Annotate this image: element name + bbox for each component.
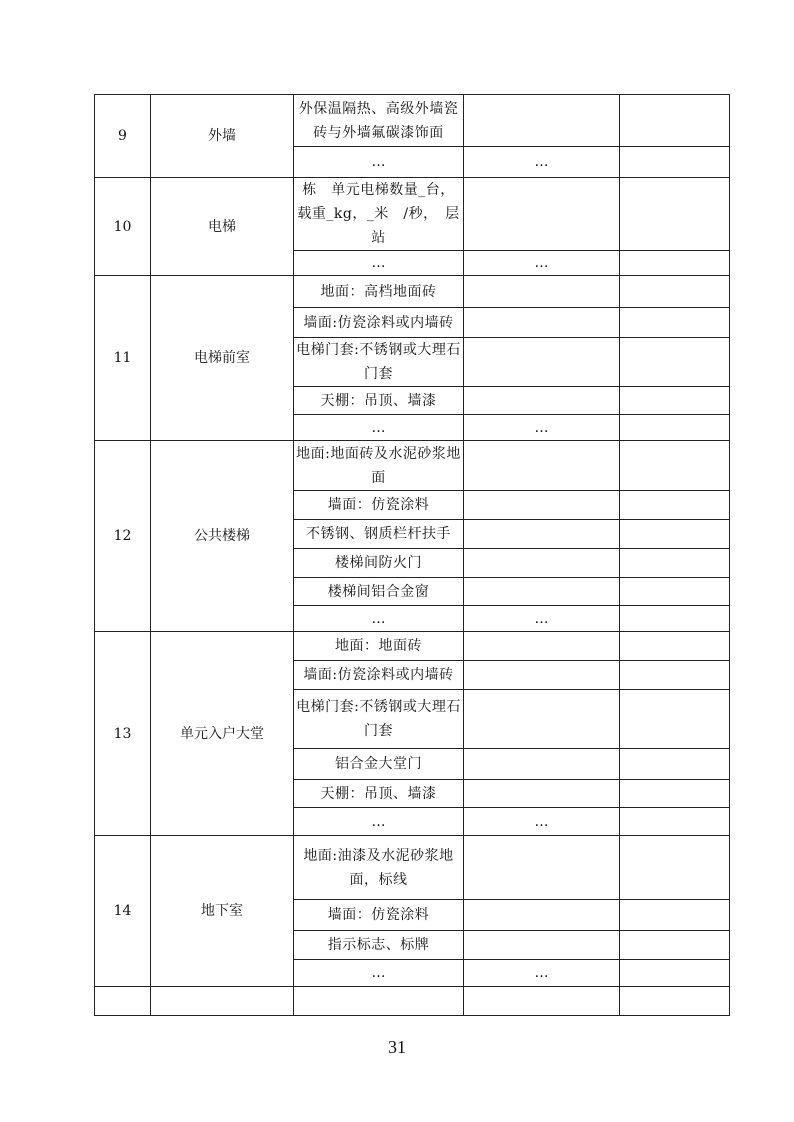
- row-item: 栋 单元电梯数量_台，载重_kg，_米 /秒， 层 站: [294, 178, 464, 251]
- row-item: 墙面:仿瓷涂料或内墙砖: [294, 308, 464, 338]
- empty-row: [95, 987, 730, 1016]
- empty-cell: [294, 987, 464, 1016]
- row-col5: [620, 338, 730, 387]
- row-item: 墙面：仿瓷涂料: [294, 900, 464, 931]
- row-col5: [620, 276, 730, 308]
- row-col5: [620, 441, 730, 491]
- row-col5: [620, 491, 730, 520]
- row-item: 地面：地面砖: [294, 632, 464, 661]
- row-col4: [464, 836, 620, 900]
- table-row: [95, 178, 730, 251]
- row-item: …: [294, 251, 464, 276]
- row-col4: [464, 578, 620, 606]
- row-col4: [464, 387, 620, 415]
- row-number: 10: [95, 178, 151, 276]
- row-col5: [620, 836, 730, 900]
- row-col5: [620, 931, 730, 960]
- row-col5: [620, 632, 730, 661]
- row-item: 外保温隔热、高级外墙瓷砖与外墙氟碳漆饰面: [294, 95, 464, 147]
- row-col4: [464, 780, 620, 808]
- row-item: 天棚：吊顶、墙漆: [294, 387, 464, 415]
- table-row: [95, 276, 730, 308]
- table-row: [95, 632, 730, 661]
- row-item: 楼梯间防火门: [294, 549, 464, 578]
- row-col5: [620, 960, 730, 987]
- row-col4: …: [464, 960, 620, 987]
- row-col4: [464, 178, 620, 251]
- row-item: 墙面：仿瓷涂料: [294, 491, 464, 520]
- row-item: …: [294, 147, 464, 178]
- row-number: 9: [95, 95, 151, 178]
- row-item: 不锈钢、钢质栏杆扶手: [294, 520, 464, 549]
- row-col4: [464, 308, 620, 338]
- row-number: 11: [95, 276, 151, 441]
- row-col4: …: [464, 606, 620, 632]
- row-col5: [620, 900, 730, 931]
- row-col4: [464, 931, 620, 960]
- row-col5: [620, 251, 730, 276]
- row-col5: [620, 147, 730, 178]
- row-item: 天棚：吊顶、墙漆: [294, 780, 464, 808]
- row-col5: [620, 661, 730, 690]
- row-col4: [464, 661, 620, 690]
- row-name: 外墙: [151, 95, 294, 178]
- row-item: 指示标志、标牌: [294, 931, 464, 960]
- row-col5: [620, 415, 730, 441]
- row-col5: [620, 780, 730, 808]
- row-item: 铝合金大堂门: [294, 749, 464, 780]
- table-row: [95, 441, 730, 491]
- empty-cell: [151, 987, 294, 1016]
- row-col4: [464, 520, 620, 549]
- row-col5: [620, 749, 730, 780]
- row-col4: [464, 690, 620, 749]
- table-row: [95, 836, 730, 900]
- row-item: …: [294, 415, 464, 441]
- row-item: …: [294, 606, 464, 632]
- empty-cell: [464, 987, 620, 1016]
- row-col5: [620, 606, 730, 632]
- row-name: 单元入户大堂: [151, 632, 294, 836]
- row-col5: [620, 549, 730, 578]
- row-col5: [620, 690, 730, 749]
- row-item: 电梯门套:不锈钢或大理石门套: [294, 338, 464, 387]
- row-name: 公共楼梯: [151, 441, 294, 632]
- row-col5: [620, 308, 730, 338]
- table-row: [95, 95, 730, 147]
- row-item: 电梯门套:不锈钢或大理石门套: [294, 690, 464, 749]
- row-col4: [464, 749, 620, 780]
- row-col4: [464, 338, 620, 387]
- row-item: 墙面:仿瓷涂料或内墙砖: [294, 661, 464, 690]
- row-col4: [464, 95, 620, 147]
- row-col5: [620, 387, 730, 415]
- row-item: 地面:油漆及水泥砂浆地面，标线: [294, 836, 464, 900]
- row-col5: [620, 808, 730, 836]
- row-col4: …: [464, 251, 620, 276]
- row-item: …: [294, 960, 464, 987]
- row-item: …: [294, 808, 464, 836]
- empty-cell: [95, 987, 151, 1016]
- row-number: 12: [95, 441, 151, 632]
- row-col4: [464, 491, 620, 520]
- spec-table: [94, 94, 730, 1016]
- page-number: 31: [388, 1037, 406, 1057]
- row-name: 电梯前室: [151, 276, 294, 441]
- row-col4: [464, 276, 620, 308]
- row-col4: [464, 549, 620, 578]
- row-number: 13: [95, 632, 151, 836]
- row-col5: [620, 578, 730, 606]
- row-item: 地面:地面砖及水泥砂浆地面: [294, 441, 464, 491]
- row-col4: …: [464, 415, 620, 441]
- row-col4: [464, 632, 620, 661]
- row-col4: [464, 900, 620, 931]
- row-item: 楼梯间铝合金窗: [294, 578, 464, 606]
- row-col4: [464, 441, 620, 491]
- empty-cell: [620, 987, 730, 1016]
- row-col5: [620, 178, 730, 251]
- row-col4: …: [464, 147, 620, 178]
- row-name: 地下室: [151, 836, 294, 987]
- row-col4: …: [464, 808, 620, 836]
- row-col5: [620, 520, 730, 549]
- row-number: 14: [95, 836, 151, 987]
- row-name: 电梯: [151, 178, 294, 276]
- row-item: 地面：高档地面砖: [294, 276, 464, 308]
- row-col5: [620, 95, 730, 147]
